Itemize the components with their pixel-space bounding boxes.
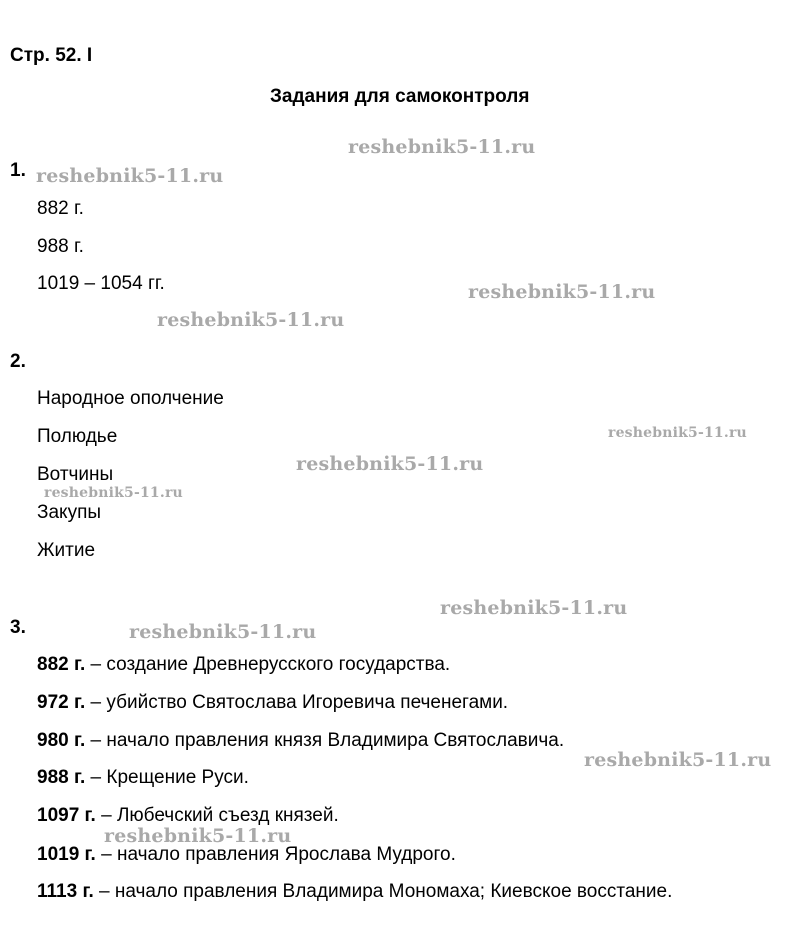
event-row — [37, 692, 508, 714]
event-year: 972 г. — [37, 692, 86, 713]
event-text: – создание Древнерусского государства. — [85, 654, 451, 675]
event-row — [37, 844, 456, 866]
watermark: reshebnik5-11.ru — [468, 281, 656, 303]
watermark: reshebnik5-11.ru — [296, 453, 484, 475]
task-1-answer-3: 1019 – 1054 гг. — [37, 273, 165, 294]
event-year: 988 г. — [37, 767, 86, 788]
task-1-answer-1: 882 г. — [37, 198, 84, 219]
event-text: – начало правления Владимира Мономаха; Киевское восстание. — [93, 881, 673, 902]
watermark: reshebnik5-11.ru — [440, 597, 628, 619]
event-text: – начало правления князя Владимира Святославича. — [85, 730, 565, 751]
task-1-answer-2: 988 г. — [37, 236, 84, 257]
event-row — [37, 730, 564, 752]
watermark: reshebnik5-11.ru — [608, 425, 747, 441]
event-row — [37, 881, 672, 903]
event-text: – Крещение Руси. — [85, 767, 249, 788]
task-2-number: 2. — [10, 351, 26, 372]
task-3-number: 3. — [10, 617, 26, 638]
task-2-answer-4: Закупы — [37, 502, 102, 523]
section-title: Задания для самоконтроля — [270, 86, 530, 107]
page-heading: Стр. 52. I — [10, 45, 93, 66]
watermark: reshebnik5-11.ru — [104, 825, 292, 847]
task-2-answer-3: Вотчины — [37, 464, 114, 485]
event-year: 1097 г. — [37, 805, 96, 826]
watermark: reshebnik5-11.ru — [44, 485, 183, 501]
watermark: reshebnik5-11.ru — [36, 165, 224, 187]
task-2-answer-2: Полюдье — [37, 426, 118, 447]
event-text: – Любечский съезд князей. — [95, 805, 339, 826]
event-year: 980 г. — [37, 730, 86, 751]
watermark: reshebnik5-11.ru — [157, 309, 345, 331]
event-row — [37, 805, 339, 827]
watermark: reshebnik5-11.ru — [348, 136, 536, 158]
task-2-answer-5: Житие — [37, 540, 96, 561]
event-year: 1113 г. — [37, 881, 94, 902]
watermark: reshebnik5-11.ru — [584, 749, 772, 771]
event-year: 1019 г. — [37, 844, 96, 865]
event-text: – убийство Святослава Игоревича печенегами. — [85, 692, 509, 713]
task-1-number: 1. — [10, 160, 26, 181]
event-row — [37, 654, 450, 676]
event-row — [37, 767, 249, 789]
event-text: – начало правления Ярослава Мудрого. — [95, 844, 456, 865]
task-2-answer-1: Народное ополчение — [37, 388, 224, 409]
event-year: 882 г. — [37, 654, 86, 675]
watermark: reshebnik5-11.ru — [129, 621, 317, 643]
